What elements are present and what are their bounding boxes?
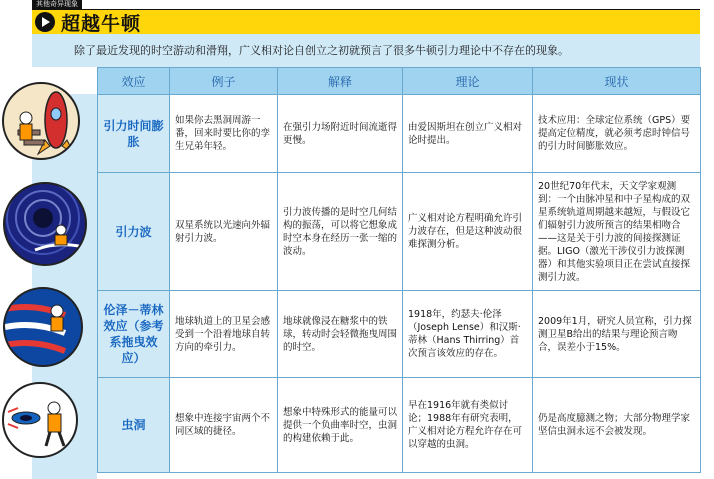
page-title: 超越牛顿	[61, 12, 142, 35]
effects-table	[97, 67, 701, 473]
column-header: 例子	[170, 68, 278, 95]
header-bar	[32, 9, 700, 34]
table-row	[98, 378, 701, 473]
example-cell: 如果你去黑洞周游一番，回来时要比你的孪生兄弟年轻。	[170, 95, 278, 173]
status-cell: 仍是高度臆测之物；大部分物理学家坚信虫洞永远不会被发现。	[533, 378, 701, 473]
play-icon	[35, 12, 55, 32]
example-cell: 想象中连接宇宙两个不同区域的捷径。	[170, 378, 278, 473]
table-header-row	[98, 68, 701, 95]
explanation-cell: 想象中特殊形式的能量可以提供一个负曲率时空，虫洞的构建依赖于此。	[278, 378, 403, 473]
rocket-astronaut-icon	[2, 82, 80, 160]
status-cell: 20世纪70年代末，天文学家观测到：一个由脉冲星和中子星构成的双星系统轨道周期越来越短，与假设它们辐射引力波所预言的结果相吻合——这是关于引力波的间接探测证据。LIGO（激光干涉仪引力波探测器）和其他实验项目正在尝试直接探测引力波。	[533, 173, 701, 291]
theory-cell: 早在1916年就有类似讨论；1988年有研究表明，广义相对论方程允许存在可以穿越的虫洞。	[403, 378, 533, 473]
theory-cell: 由爱因斯坦在创立广义相对论时提出。	[403, 95, 533, 173]
wormhole-traveler-icon	[2, 382, 78, 458]
theory-cell: 广义相对论方程明确允许引力波存在，但是这种波动很难探测分析。	[403, 173, 533, 291]
effect-cell: 伦泽－蒂林效应（参考系拖曳效应）	[98, 291, 170, 378]
table-row	[98, 95, 701, 173]
explanation-cell: 引力波传播的是时空几何结构的振荡，可以将它想象成时空本身在经历一张一缩的波动。	[278, 173, 403, 291]
frame-dragging-icon	[3, 287, 83, 367]
intro-text: 除了最近发现的时空游动和滑翔，广义相对论自创立之初就预言了很多牛顿引力理论中不存在的现象。	[32, 34, 700, 67]
example-cell: 地球轨道上的卫星会感受到一个沿着地球自转方向的牵引力。	[170, 291, 278, 378]
explanation-cell: 地球就像浸在糖浆中的铁球，转动时会轻微拖曳周围的时空。	[278, 291, 403, 378]
effect-cell: 引力波	[98, 173, 170, 291]
column-header: 现状	[533, 68, 701, 95]
column-header: 效应	[98, 68, 170, 95]
column-header: 理论	[403, 68, 533, 95]
theory-cell: 1918年，约瑟夫·伦泽（Joseph Lense）和汉斯·蒂林（Hans Thirring）首次预言该效应的存在。	[403, 291, 533, 378]
status-cell: 2009年1月，研究人员宣称，引力探测卫星B给出的结果与理论预言吻合，误差小于15%。	[533, 291, 701, 378]
status-cell: 技术应用：全球定位系统（GPS）要提高定位精度，就必须考虑时钟信号的引力时间膨胀效应。	[533, 95, 701, 173]
section-tag: 其他奇异现象	[32, 0, 82, 9]
effect-cell: 虫洞	[98, 378, 170, 473]
table-row	[98, 173, 701, 291]
table-row	[98, 291, 701, 378]
effect-cell: 引力时间膨胀	[98, 95, 170, 173]
column-header: 解释	[278, 68, 403, 95]
example-cell: 双星系统以光速向外辐射引力波。	[170, 173, 278, 291]
explanation-cell: 在强引力场附近时间流逝得更慢。	[278, 95, 403, 173]
gravity-wave-surfer-icon	[3, 182, 87, 266]
